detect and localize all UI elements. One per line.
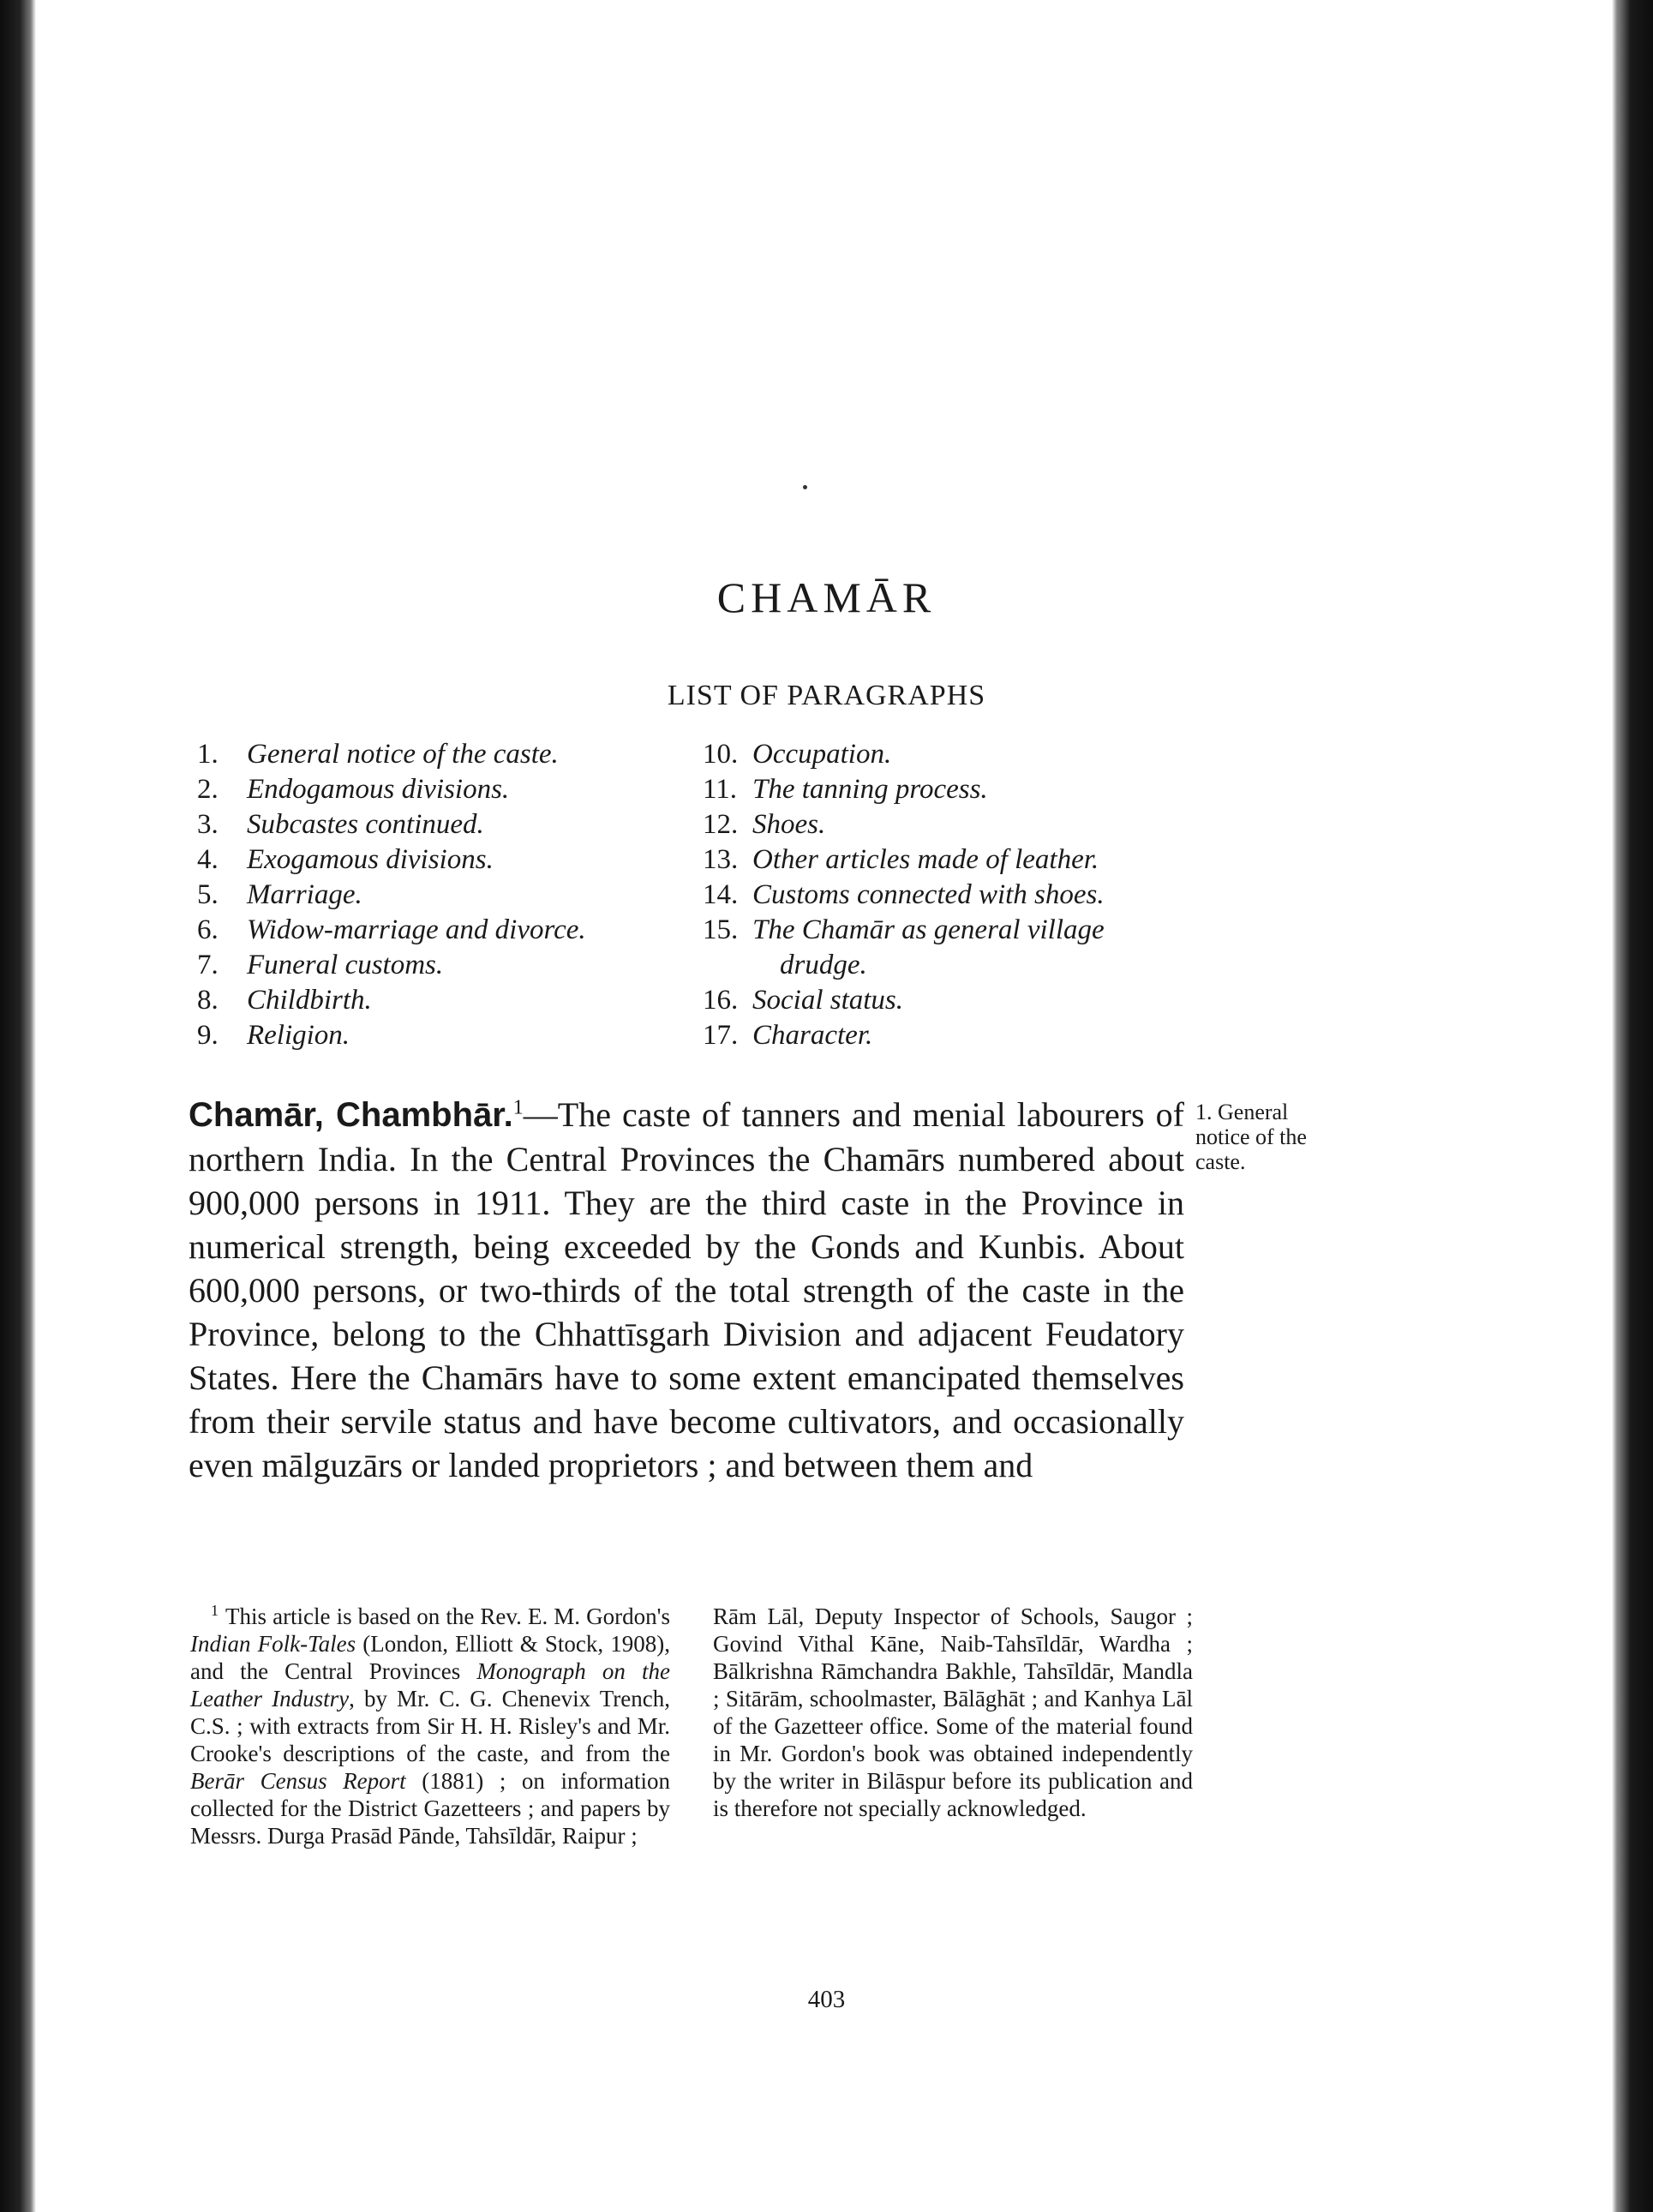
paragraph-text: —The caste of tanners and menial labourers of northern India. In the Central Provinces the Chamārs numbered about 900,000 persons in 1911. They are the third caste in the Province in numerical strength, being exceeded by the Gonds and Kunbis. About 600,000 persons, or two-thirds of the total strength of the caste in the Province, belong to the Chhattīsgarh Division and adjacent Feudatory States. Here the Chamārs have to some extent emancipated themselves from their servile status and have become cultivators, and occasionally even mālguzārs or landed proprietors ; and between them and	[189, 1095, 1184, 1484]
toc-column-left	[197, 737, 686, 1053]
entry-heading: Chamār, Chambhār.	[189, 1096, 513, 1134]
toc-item	[703, 807, 1234, 842]
ink-speck	[803, 485, 807, 489]
toc-item	[197, 948, 686, 983]
toc-text: The tanning process.	[752, 774, 988, 805]
toc-text: Exogamous divisions.	[247, 844, 494, 875]
list-of-paragraphs-heading: LIST OF PARAGRAPHS	[667, 680, 986, 711]
toc-text: Other articles made of leather.	[752, 844, 1099, 875]
footnote-title: Indian Folk-Tales	[190, 1631, 356, 1657]
toc-number: 6.	[197, 914, 219, 945]
toc-number: 4.	[197, 844, 219, 875]
toc-number: 7.	[197, 950, 219, 980]
toc-item	[197, 807, 686, 842]
toc-text: Customs connected with shoes.	[752, 879, 1105, 910]
footnote-column-left	[190, 1603, 670, 1849]
toc-number: 16.	[703, 985, 739, 1016]
main-paragraph	[189, 1093, 1184, 1487]
toc-number: 13.	[703, 844, 739, 875]
toc-text: Occupation.	[752, 739, 892, 770]
toc-text: The Chamār as general village	[752, 914, 1105, 945]
footnote-segment: (1881) ; on information collected for the District Gazetteers ; and papers by Messrs. Durga Prasād Pānde, Tahsīldār, Raipur ;	[190, 1768, 670, 1849]
footnote-text	[190, 1603, 670, 1849]
toc-item	[197, 983, 686, 1018]
toc-item	[703, 737, 1234, 772]
toc-number: 14.	[703, 879, 739, 910]
toc-item	[703, 913, 1234, 983]
page-title: CHAMĀR	[716, 573, 937, 621]
toc-number: 3.	[197, 809, 219, 840]
toc-text: Funeral customs.	[247, 950, 444, 980]
toc-item	[703, 878, 1234, 913]
toc-number: 8.	[197, 985, 219, 1016]
toc-text: Endogamous divisions.	[247, 774, 510, 805]
toc-text: Childbirth.	[247, 985, 372, 1016]
toc-item	[703, 983, 1234, 1018]
toc-text: Social status.	[752, 985, 904, 1016]
toc-text: General notice of the caste.	[247, 739, 559, 770]
toc-number: 12.	[703, 809, 739, 840]
toc-item	[197, 842, 686, 878]
toc-number: 11.	[703, 774, 738, 805]
toc-number: 10.	[703, 739, 739, 770]
toc-column-right	[703, 737, 1234, 1053]
scan-edge-left	[0, 0, 36, 2212]
scan-edge-right	[1612, 0, 1653, 2212]
footnote-text: Rām Lāl, Deputy Inspector of Schools, Saugor ; Govind Vithal Kāne, Naib-Tahsīldār, Wardha ; Bālkrishna Rāmchandra Bakhle, Tahsīldār, Mandla ; Sitārām, schoolmaster, Bālāghāt ; and Kanhya Lāl of the Gazetteer office. Some of the material found in Mr. Gordon's book was obtained independently by the writer in Bilāspur before its publication and is therefore not specially acknowledged.	[713, 1604, 1193, 1821]
footnote-segment: , by Mr. C. G. Chenevix Trench, C.S. ; with extracts from Sir H. H. Risley's and Mr. Crooke's descriptions of the caste, and from the	[190, 1686, 670, 1766]
toc-text: Character.	[752, 1020, 873, 1051]
toc-item	[197, 1018, 686, 1053]
toc-number: 15.	[703, 914, 739, 945]
footnote-mark: 1	[211, 1602, 219, 1619]
margin-note: 1. General notice of the caste.	[1195, 1100, 1307, 1174]
toc-number: 2.	[197, 774, 219, 805]
toc-text-continued: drudge.	[780, 950, 867, 980]
footnote-segment: This article is based on the Rev. E. M. Gordon's	[225, 1604, 670, 1629]
toc-text: Marriage.	[247, 879, 362, 910]
footnote-reference: 1	[512, 1096, 524, 1119]
toc-number: 9.	[197, 1020, 219, 1051]
toc-item	[197, 913, 686, 948]
toc-item	[197, 772, 686, 807]
toc-item	[703, 842, 1234, 878]
toc-number: 17.	[703, 1020, 739, 1051]
toc-item	[703, 772, 1234, 807]
toc-item	[197, 878, 686, 913]
toc-number: 5.	[197, 879, 219, 910]
footnote-title: Monograph on the Leather Industry	[190, 1658, 670, 1711]
footnote-column-right	[713, 1603, 1193, 1822]
page-number: 403	[807, 1986, 846, 2013]
toc-number: 1.	[197, 739, 219, 770]
toc-text: Subcastes continued.	[247, 809, 484, 840]
toc-text: Religion.	[247, 1020, 350, 1051]
toc-item	[703, 1018, 1234, 1053]
footnote-segment: (London, Elliott & Stock, 1908), and the Central Provinces	[190, 1631, 670, 1684]
toc-text: Widow-marriage and divorce.	[247, 914, 586, 945]
toc-item	[197, 737, 686, 772]
footnote-title: Berār Census Report	[190, 1768, 406, 1794]
toc-text: Shoes.	[752, 809, 826, 840]
